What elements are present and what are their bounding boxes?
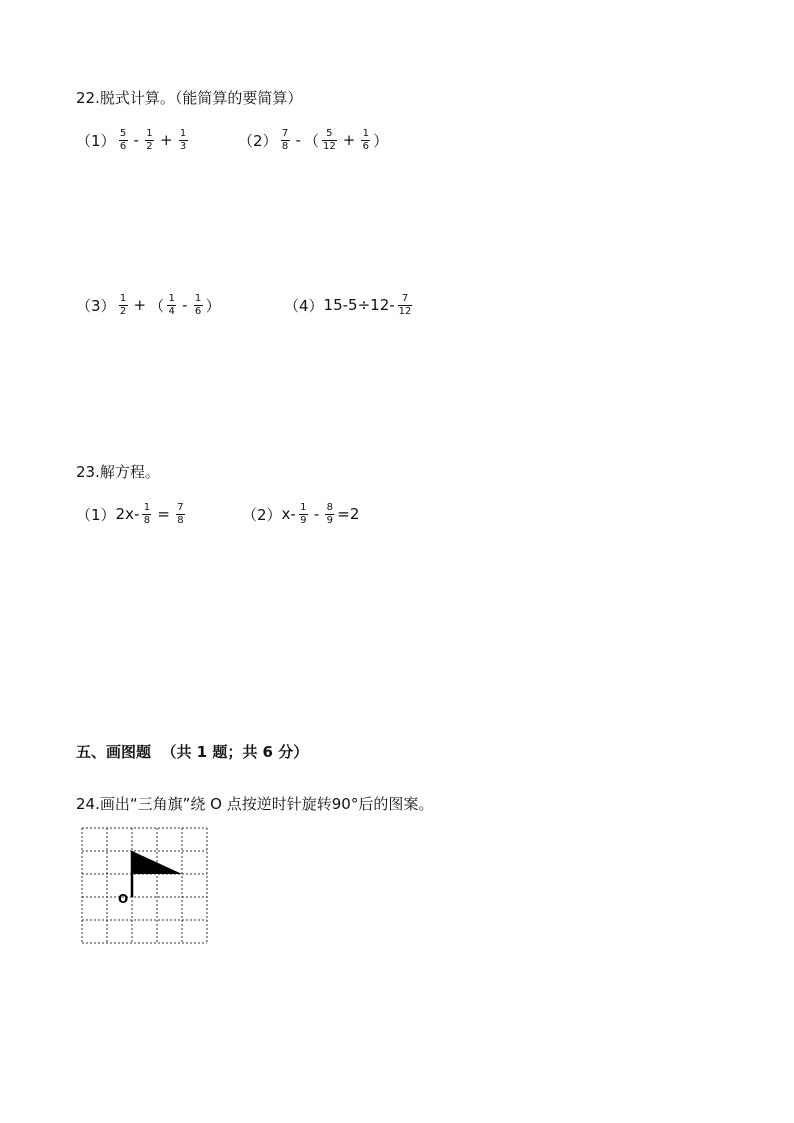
operator: - [313, 505, 320, 523]
operator: - [182, 296, 188, 314]
equals-sign: = [157, 505, 170, 523]
q23-p2-label: （2） [242, 505, 282, 524]
q23-title: 23.解方程。 [76, 463, 160, 481]
q23-p2-suffix: =2 [337, 505, 360, 523]
fraction: $\frac{1}{2}$ [146, 127, 153, 152]
fraction: $\frac{1}{8}$ [143, 501, 151, 526]
q22-problem-2 [238, 122, 388, 158]
q22-p1-label: （1） [76, 131, 116, 150]
left-paren: （ [149, 296, 165, 315]
fraction: $\frac{7}{12}$ [398, 292, 412, 317]
section-five-heading: 五、画图题 （共 1 题；共 6 分） [76, 743, 309, 761]
fraction: $\frac{1}{6}$ [362, 127, 369, 152]
q22-p3-label: （3） [76, 296, 116, 315]
left-paren: （ [303, 131, 319, 150]
operator: - [133, 131, 139, 149]
fraction: $\frac{1}{4}$ [168, 292, 175, 317]
q22-title: 22.脱式计算。（能简算的要简算） [76, 89, 303, 107]
fraction: $\frac{5}{12}$ [322, 127, 336, 152]
q23-p1-label: （1） [76, 505, 116, 524]
q22-problem-1 [76, 122, 191, 158]
q22-problem-4 [284, 287, 415, 323]
fraction: $\frac{8}{9}$ [326, 501, 333, 526]
fraction: $\frac{1}{2}$ [119, 292, 127, 317]
point-o-label: O [118, 892, 129, 906]
fraction: $\frac{7}{8}$ [177, 501, 184, 526]
q23-problem-1 [76, 496, 188, 532]
operator: + [133, 296, 147, 314]
dotted-grid [82, 828, 207, 943]
right-paren: ） [205, 296, 221, 315]
grid-svg [80, 826, 212, 946]
q23-problem-2 [242, 496, 359, 532]
operator: - [295, 131, 301, 149]
q24-title: 24.画出“三角旗”绕 O 点按逆时针旋转90°后的图案。 [76, 795, 434, 813]
triangle-flag [132, 851, 182, 874]
fraction: $\frac{1}{3}$ [179, 127, 187, 152]
q22-problem-3 [76, 287, 221, 323]
rotation-grid-figure [80, 826, 212, 950]
operator: + [159, 131, 173, 149]
q23-p2-prefix: x- [281, 505, 296, 523]
q23-p1-prefix: 2x- [115, 505, 140, 523]
fraction: $\frac{5}{6}$ [119, 127, 127, 152]
fraction: $\frac{7}{8}$ [281, 127, 289, 152]
operator: + [342, 131, 356, 149]
q22-p4-label: （4） [284, 296, 324, 315]
q22-p4-expression: 15-5÷12- [323, 296, 395, 314]
right-paren: ） [373, 131, 389, 150]
fraction: $\frac{1}{6}$ [194, 292, 202, 317]
fraction: $\frac{1}{9}$ [300, 501, 307, 526]
q22-p2-label: （2） [238, 131, 278, 150]
